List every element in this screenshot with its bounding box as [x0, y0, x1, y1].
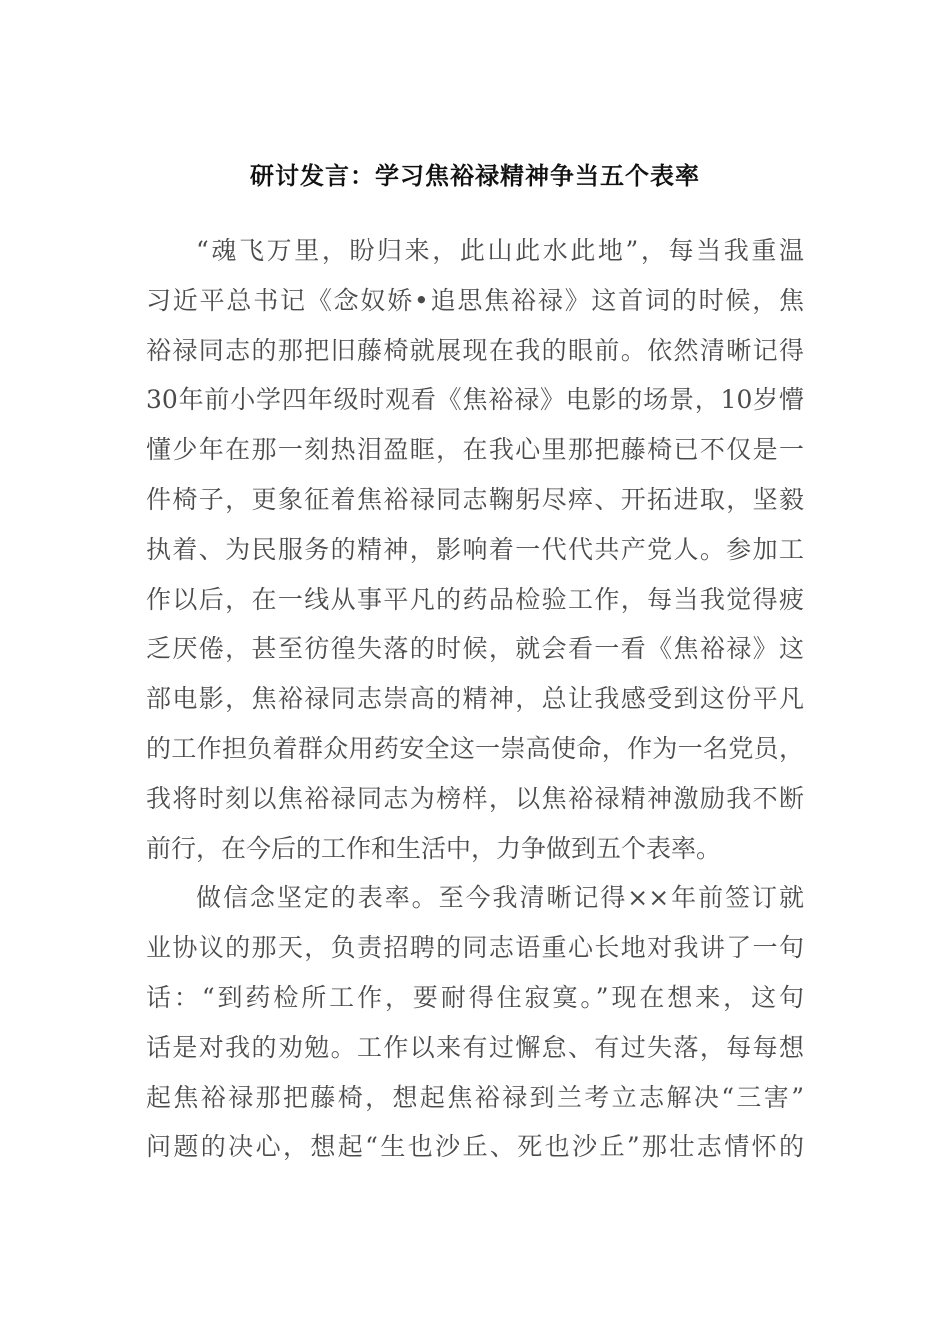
text-line: 的工作担负着群众用药安全这一崇高使命，作为一名党员，: [146, 733, 804, 763]
text-line: “魂飞万里，盼归来，此山此水此地”，每当我重温: [196, 236, 804, 265]
text-line: 话是对我的劝勉。工作以来有过懈怠、有过失落，每每想: [146, 1032, 804, 1062]
text-line: 起焦裕禄那把藤椅，想起焦裕禄到兰考立志解决“三害”: [146, 1082, 804, 1112]
text-line: 部电影，焦裕禄同志崇高的精神，总让我感受到这份平凡: [146, 684, 804, 714]
text-line: 30年前小学四年级时观看《焦裕禄》电影的场景，10岁懵: [146, 385, 804, 415]
text-line: 裕禄同志的那把旧藤椅就展现在我的眼前。依然清晰记得: [146, 335, 804, 365]
text-line: 我将时刻以焦裕禄同志为榜样，以焦裕禄精神激励我不断: [146, 783, 804, 813]
text-line: 问题的决心，想起“生也沙丘、死也沙丘”那壮志情怀的: [146, 1132, 804, 1162]
text-line: 件椅子，更象征着焦裕禄同志鞠躬尽瘁、开拓进取，坚毅: [146, 484, 804, 514]
text-line: 乏厌倦，甚至彷徨失落的时候，就会看一看《焦裕禄》这: [146, 634, 804, 664]
text-line: 习近平总书记《念奴娇•追思焦裕禄》这首词的时候，焦: [146, 285, 804, 315]
document-title: 研讨发言：学习焦裕禄精神争当五个表率: [250, 161, 700, 190]
text-line: 执着、为民服务的精神，影响着一代代共产党人。参加工: [146, 534, 804, 564]
document-body: [146, 226, 804, 1172]
text-line: 懂少年在那一刻热泪盈眶，在我心里那把藤椅已不仅是一: [146, 435, 804, 465]
text-line: 话：“到药检所工作，要耐得住寂寞。”现在想来，这句: [146, 982, 804, 1012]
text-line: 业协议的那天，负责招聘的同志语重心长地对我讲了一句: [146, 933, 804, 963]
text-line: 做信念坚定的表率。至今我清晰记得××年前签订就: [196, 883, 804, 913]
text-line: 作以后，在一线从事平凡的药品检验工作，每当我觉得疲: [146, 584, 804, 614]
text-line: 前行，在今后的工作和生活中，力争做到五个表率。: [146, 833, 722, 863]
